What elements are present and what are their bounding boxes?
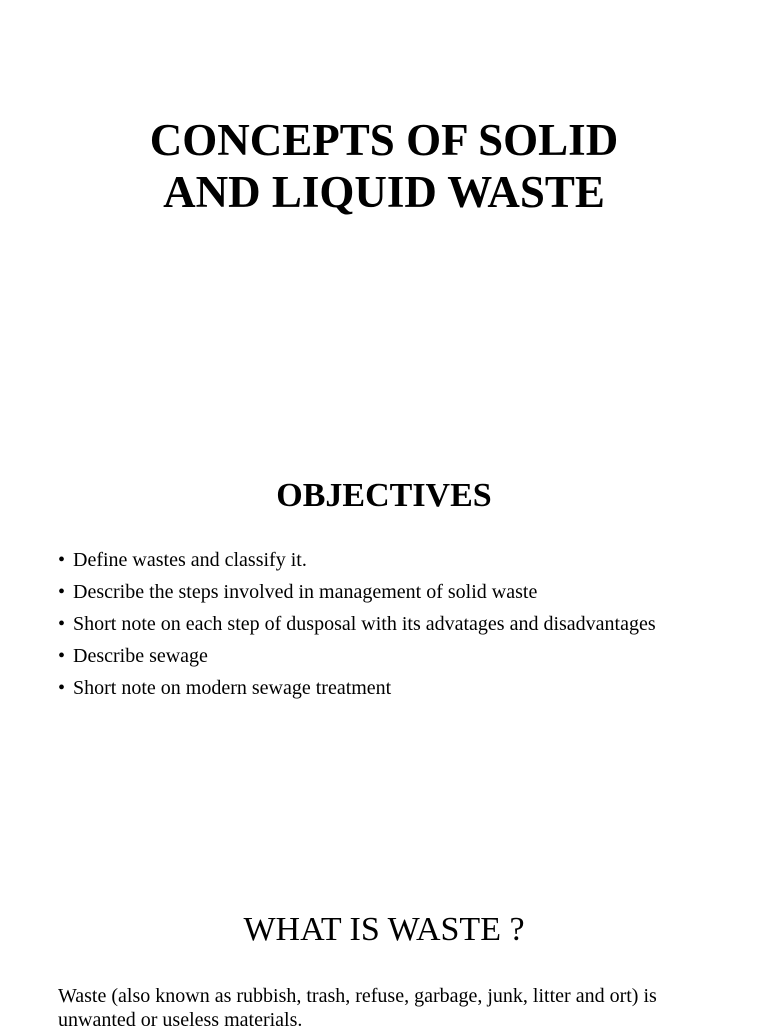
what-is-waste-slide — [0, 900, 768, 1031]
main-title — [0, 114, 768, 218]
list-item — [58, 644, 658, 668]
bullet-icon: • — [58, 645, 66, 667]
objectives-heading: OBJECTIVES — [276, 477, 492, 514]
objective-text: Describe sewage — [73, 645, 208, 667]
waste-definition: Waste (also known as rubbish, trash, refuse, garbage, junk, litter and ort) is unwanted or useless materials. — [58, 985, 657, 1031]
objective-text: Describe the steps involved in management of solid waste — [73, 581, 538, 603]
objective-text: Define wastes and classify it. — [73, 549, 307, 571]
objectives-list — [58, 548, 658, 708]
bullet-icon: • — [58, 613, 66, 635]
title-slide — [0, 0, 768, 290]
list-item — [58, 548, 658, 572]
list-item — [58, 612, 658, 636]
bullet-icon: • — [58, 677, 66, 699]
bullet-icon: • — [58, 581, 66, 603]
list-item — [58, 580, 658, 604]
waste-heading: WHAT IS WASTE ? — [243, 911, 525, 948]
bullet-icon: • — [58, 549, 66, 571]
objectives-slide — [0, 440, 768, 780]
main-title-line-2: AND LIQUID WASTE — [163, 167, 605, 217]
main-title-line-1: CONCEPTS OF SOLID — [149, 115, 619, 165]
list-item — [58, 676, 658, 700]
objective-text: Short note on each step of dusposal with its advatages and disadvantages — [73, 613, 656, 635]
objective-text: Short note on modern sewage treatment — [73, 677, 392, 699]
